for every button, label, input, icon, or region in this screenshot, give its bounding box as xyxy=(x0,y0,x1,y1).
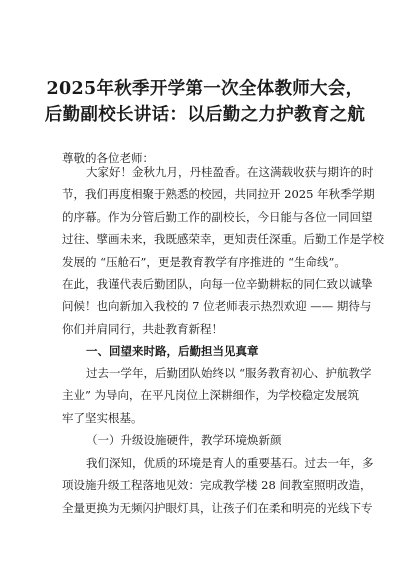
paragraph-review xyxy=(62,362,372,429)
paragraph-opening xyxy=(62,161,384,340)
paragraph-line: 牢了坚实根基。 xyxy=(62,410,143,425)
paragraph-line: 你们并肩同行，共赴教育新程！ xyxy=(62,321,223,336)
paragraph-line: 全量更换为无频闪护眼灯具，让孩子们在柔和明亮的光线下专 xyxy=(62,500,373,515)
paragraph-line: 在此，我谨代表后勤团队，向每一位辛勤耕耘的同仁致以诚挚 xyxy=(62,276,373,291)
paragraph-line: 项设施升级工程落地见效：完成教学楼 28 间教室照明改造， xyxy=(62,478,372,493)
paragraph-line: 节，我们再度相聚于熟悉的校园，共同拉开 2025 年秋季学期 xyxy=(62,187,375,202)
paragraph-line: 我们深知，优质的环境是育人的重要基石。过去一年，多 xyxy=(86,456,374,470)
section-heading-1: 一、回望来时路，后勤担当见真章 xyxy=(86,344,259,358)
paragraph-line: 问候！也向新加入我校的 7 位老师表示热烈欢迎 —— 期待与 xyxy=(62,299,372,314)
salutation: 尊敬的各位老师： xyxy=(62,151,154,165)
paragraph-line: 发展的 “压舱石”，更是教育教学有序推进的 “生命线”。 xyxy=(62,254,346,269)
subsection-heading-1: （一）升级设施硬件，教学环境焕新颜 xyxy=(86,433,282,447)
document-title-line-2: 后勤副校长讲话：以后勤之力护教育之航 xyxy=(44,105,366,125)
paragraph-line: 过往、擘画未来，我既感荣幸，更知责任深重。后勤工作是学校 xyxy=(62,232,384,247)
document-title-line-1: 2025年秋季开学第一次全体教师大会， xyxy=(46,79,364,99)
paragraph-facilities xyxy=(62,452,374,519)
paragraph-line: 主业” 为导向，在平凡岗位上深耕细作，为学校稳定发展筑 xyxy=(62,388,360,403)
paragraph-line: 大家好！金秋九月，丹桂盈香。在这满载收获与期许的时 xyxy=(86,165,374,179)
paragraph-line: 过去一学年，后勤团队始终以 “服务教育初心、护航教学 xyxy=(86,366,372,380)
paragraph-line: 的序幕。作为分管后勤工作的副校长，今日能与各位一同回望 xyxy=(62,209,373,224)
